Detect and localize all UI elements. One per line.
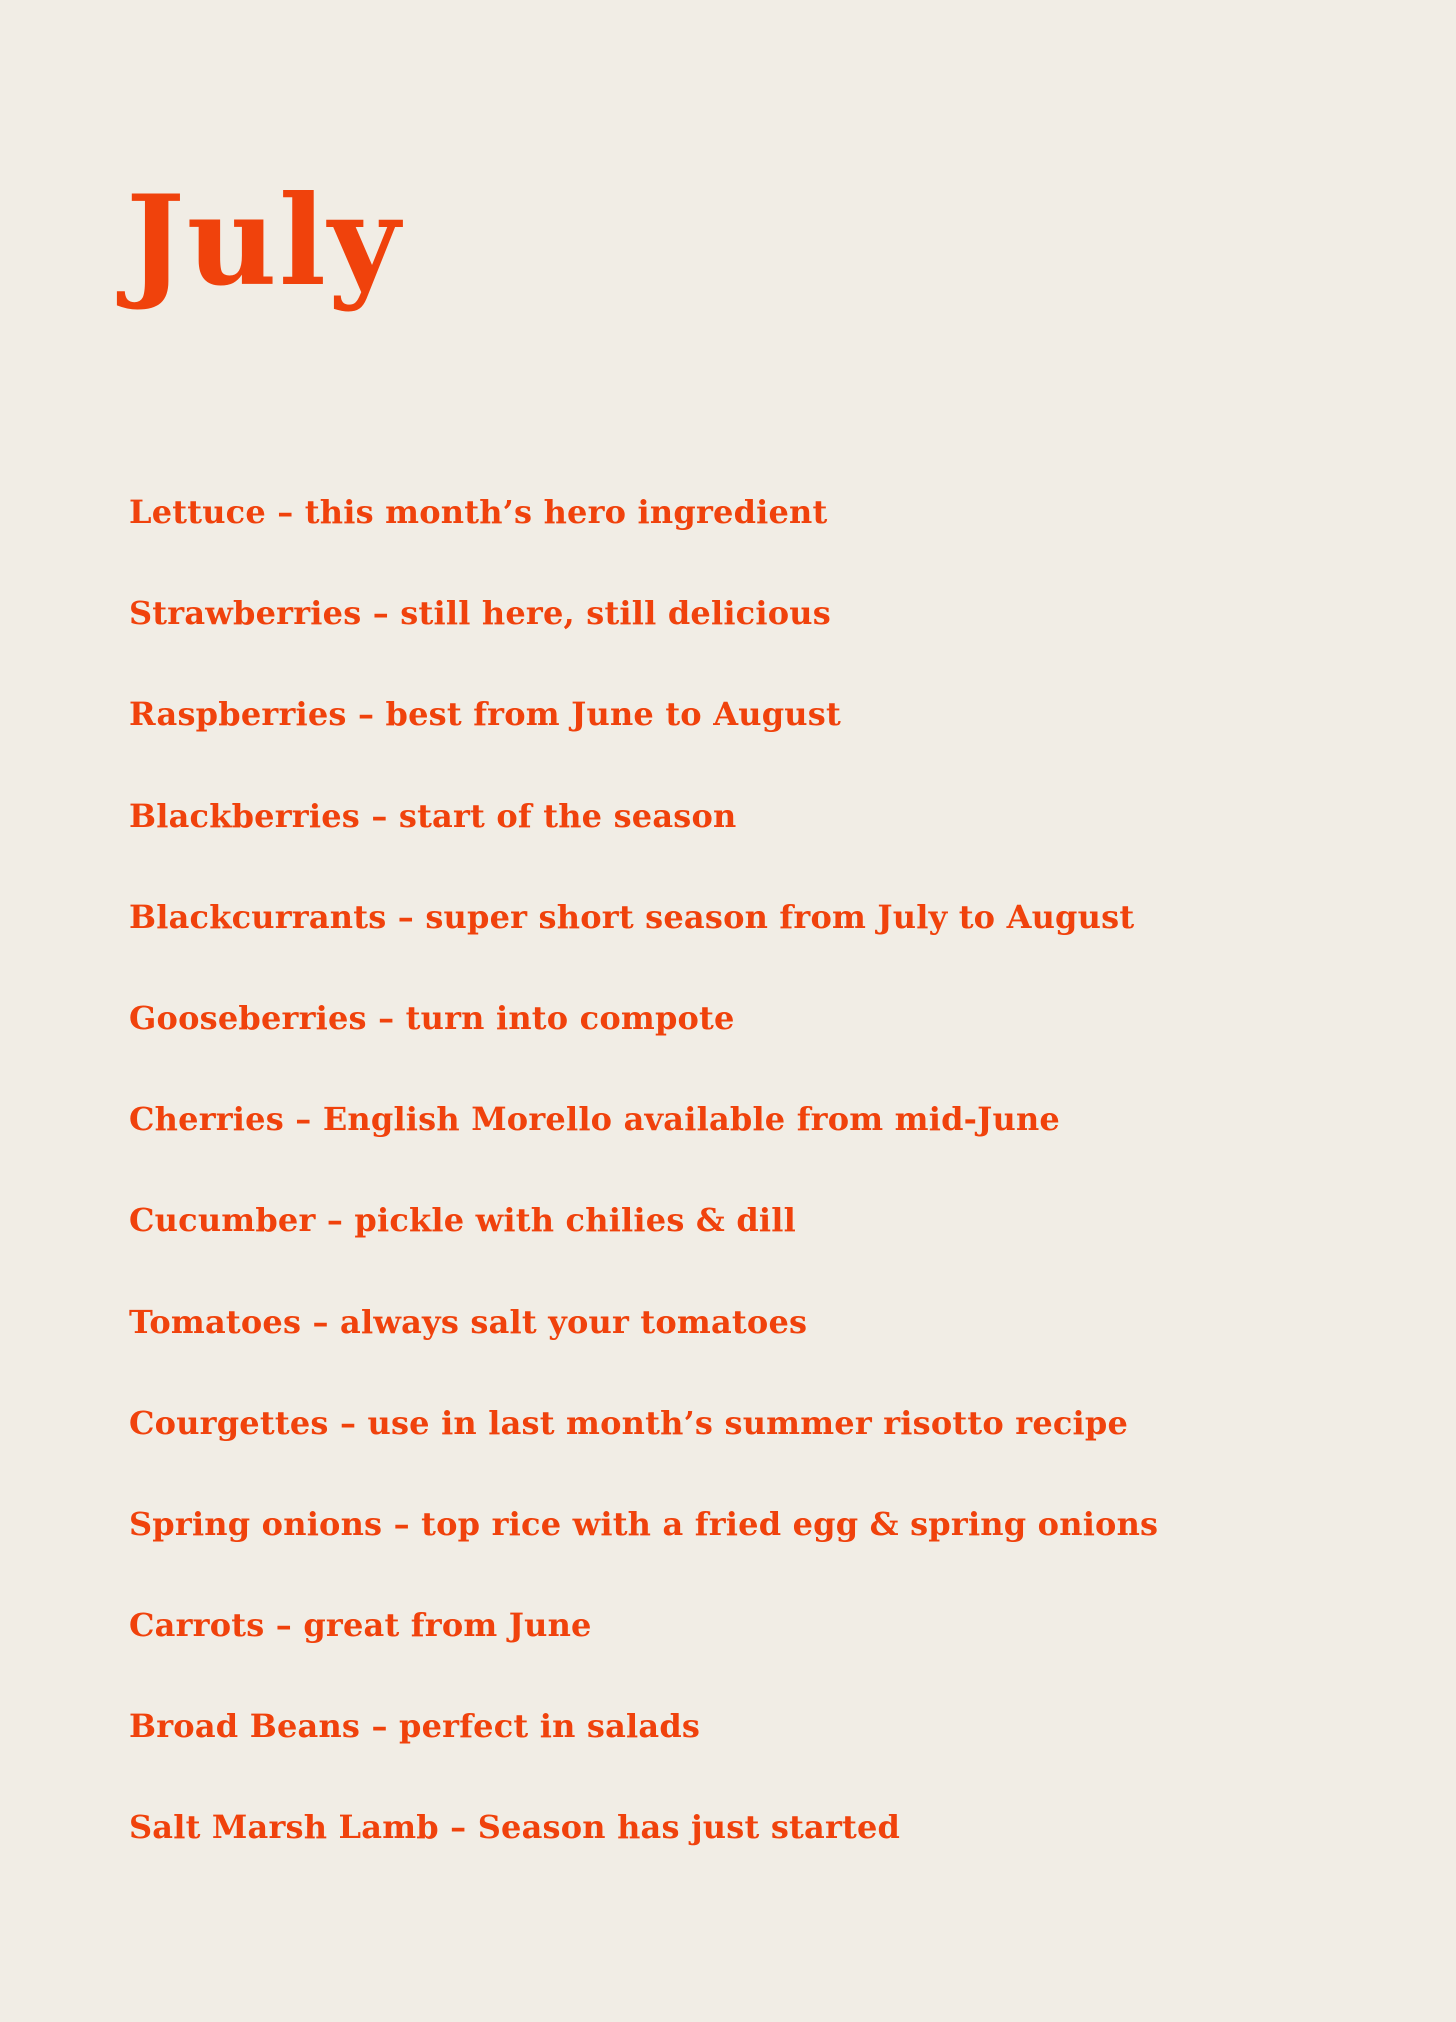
list-item-cucumber: Cucumber – pickle with chilies & dill	[129, 1201, 796, 1240]
list-item-cherries: Cherries – English Morello available from mid-June	[129, 1100, 1060, 1139]
list-item-strawberries: Strawberries – still here, still delicious	[129, 594, 831, 633]
list-item-broad-beans: Broad Beans – perfect in salads	[129, 1707, 701, 1746]
list-item-gooseberries: Gooseberries – turn into compote	[129, 998, 735, 1037]
list-item-carrots: Carrots – great from June	[129, 1606, 592, 1645]
list-item-blackberries: Blackberries – start of the season	[129, 796, 737, 835]
list-item-blackcurrants: Blackcurrants – super short season from July to August	[129, 897, 1135, 936]
list-item-tomatoes: Tomatoes – always salt your tomatoes	[129, 1302, 808, 1341]
list-item-salt-marsh-lamb: Salt Marsh Lamb – Season has just started	[129, 1808, 901, 1847]
list-item-spring-onions: Spring onions – top rice with a fried egg & spring onions	[129, 1504, 1159, 1543]
list-item-courgettes: Courgettes – use in last month’s summer risotto recipe	[129, 1403, 1129, 1442]
list-item-lettuce: Lettuce – this month’s hero ingredient	[129, 493, 828, 531]
produce-list	[129, 486, 1359, 1903]
page-title: July	[126, 169, 402, 314]
list-item-raspberries: Raspberries – best from June to August	[129, 695, 841, 734]
